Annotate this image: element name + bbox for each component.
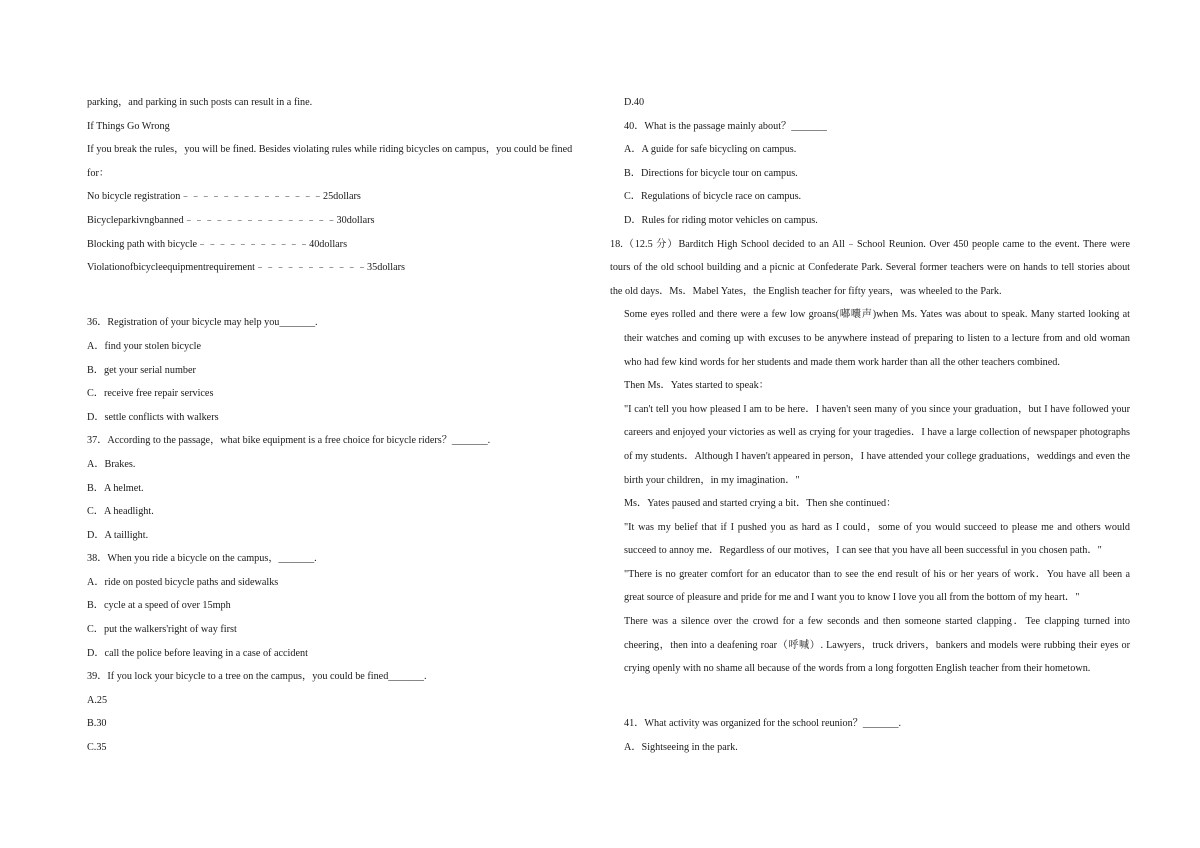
blank-spacer [624,681,1130,713]
text-line: 41．What activity was organized for the school reunion？_______. [624,718,902,730]
text-line: 38．When you ride a bicycle on the campus，_______. [87,553,317,565]
text-line: D．call the police before leaving in a case of accident [87,647,308,659]
text-line: A．ride on posted bicycle paths and sidewalks [87,576,279,588]
text-paragraph: "There is no greater comfort for an educator than to see the end result of his or her years of work．You have all been a great source of pleasure and pride for me and I want you to know I love you all from the bottom of my heart．" [624,568,1130,604]
text-paragraph: There was a silence over the crowd for a few seconds and then someone started clapping．Tee clapping turned into cheering，then into a deafening roar（呼喊）. Lawyers，truck drivers，bankers and models were rubbing their eyes or crying openly with no shame all because of the words from a long forgotten English teacher from their hometown. [624,616,1130,675]
text-line: B．get your serial number [87,364,196,376]
blank-spacer [87,280,607,312]
text-line: Then Ms．Yates started to speak： [624,380,769,392]
text-paragraph: "It was my belief that if I pushed you as hard as I could，some of you would succeed to please me and others would succeed to annoy me．Regardless of our motives，I can see that you have all been successful in you chosen path．" [624,521,1130,557]
text-paragraph: "I can't tell you how pleased I am to be here．I haven't seen many of you since your graduation，but I have followed your careers and enjoyed your victories as well as crying for your tragedies．I have a large collection of newspaper photographs of my students．Although I haven't appeared in person，I have attended your college graduations，weddings and even the birth your children，in my imagination．" [624,403,1130,486]
text-line: 36．Registration of your bicycle may help you_______. [87,317,318,329]
text-line: C．A headlight. [87,506,154,518]
text-line: D．Rules for riding motor vehicles on campus. [624,214,818,226]
text-line: 37．According to the passage，what bike equipment is a free choice for bicycle riders？_______. [87,435,491,447]
text-line: C．receive free repair services [87,388,214,400]
text-line: A．Brakes. [87,458,136,470]
text-line: B．Directions for bicycle tour on campus. [624,167,798,179]
text-line: for： [87,167,110,179]
text-line: A.25 [87,694,108,706]
text-line: D.40 [624,97,645,108]
text-line: Violationofbicycleequipmentrequirement﹣﹣﹣﹣﹣﹣﹣﹣﹣﹣﹣35dollars [87,262,405,274]
text-line: If Things Go Wrong [87,120,170,132]
text-line: C．put the walkers'right of way first [87,624,237,636]
text-line: A．Sightseeing in the park. [624,742,738,754]
text-line: A．A guide for safe bicycling on campus. [624,144,797,156]
right-column [610,91,1130,760]
text-line: Ms．Yates paused and started crying a bit．Then she continued： [624,498,897,510]
text-line: If you break the rules，you will be fined. Besides violating rules while riding bicycles on campus，you could be fined [87,144,573,156]
text-line: 39．If you lock your bicycle to a tree on the campus，you could be fined_______. [87,671,427,683]
text-line: C.35 [87,742,107,754]
text-line: Bicycleparkivngbanned﹣﹣﹣﹣﹣﹣﹣﹣﹣﹣﹣﹣﹣﹣﹣30dollars [87,214,375,226]
text-line: B.30 [87,718,107,730]
text-line: B．cycle at a speed of over 15mph [87,600,231,612]
text-line: D．A taillight. [87,529,149,541]
text-line: 40．What is the passage mainly about？_______ [624,120,827,132]
text-line: C．Regulations of bicycle race on campus. [624,191,802,203]
text-paragraph: 18.（12.5 分）Barditch High School decided to an All﹣School Reunion. Over 450 people came to the event. There were tours of the old school building and a picnic at Confederate Park. Several former teachers were on hands to tell stories about the old days．Ms．Mabel Yates，the English teacher for fifty years，was wheeled to the Park. [610,238,1130,297]
text-line: D．settle conflicts with walkers [87,411,219,423]
text-line: parking，and parking in such posts can result in a fine. [87,97,313,108]
left-column [87,91,607,760]
text-line: Blocking path with bicycle﹣﹣﹣﹣﹣﹣﹣﹣﹣﹣﹣40dollars [87,238,348,250]
text-line: B．A helmet. [87,482,144,494]
text-line: A．find your stolen bicycle [87,340,202,352]
text-line: No bicycle registration﹣﹣﹣﹣﹣﹣﹣﹣﹣﹣﹣﹣﹣﹣25dollars [87,191,361,203]
text-paragraph: Some eyes rolled and there were a few low groans(嘟囔声)when Ms. Yates was about to speak. Many started looking at their watches and coming up with excuses to be anywhere instead of preparing to listen to a lecture from and old woman who had few kind words for her students and made them work harder than all the other teachers combined. [624,309,1130,368]
